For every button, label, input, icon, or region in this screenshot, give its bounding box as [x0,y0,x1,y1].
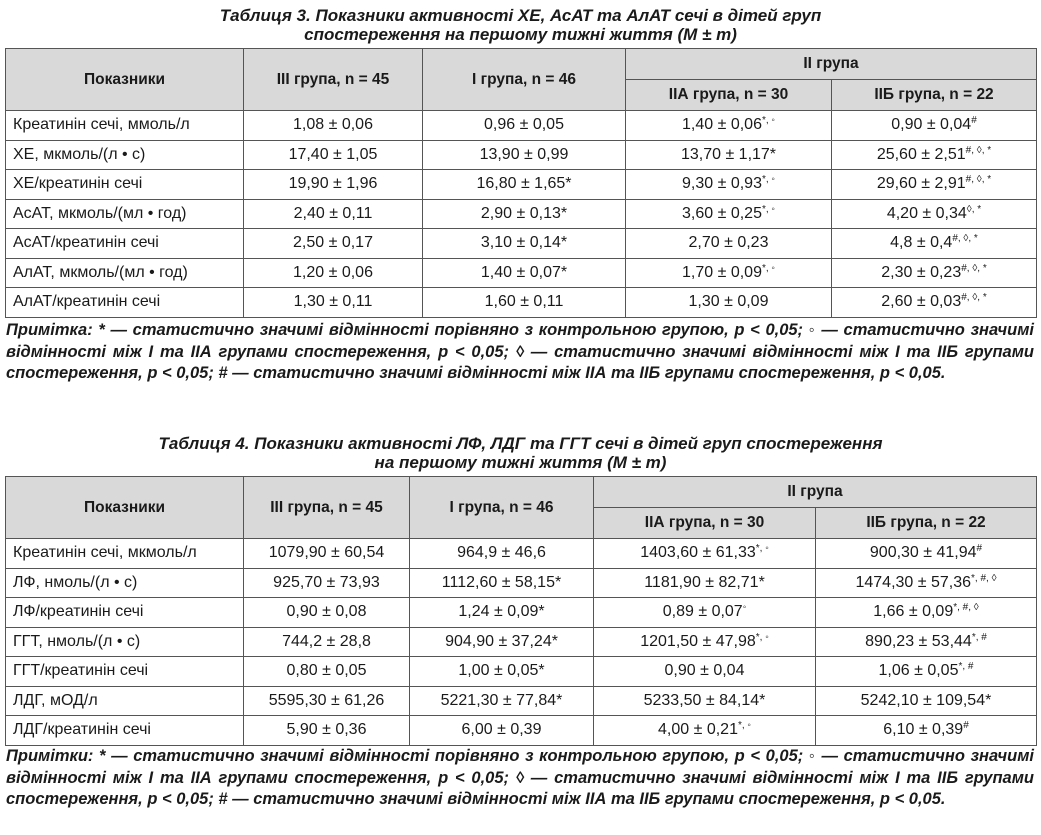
cell-value: 19,90 ± 1,96 [288,175,378,193]
header-group2: ІІ група [626,49,1037,80]
cell-value: 1,60 ± 0,11 [484,293,564,311]
significance-marks: ◦ [742,602,747,614]
significance-marks: # [971,115,977,127]
value-cell [626,111,832,141]
table-row [6,686,1037,716]
cell-value: 890,23 ± 53,44 [865,632,972,650]
value-cell [423,229,626,259]
cell-value: 1079,90 ± 60,54 [268,544,385,562]
value-cell [594,568,816,598]
value-cell [594,627,816,657]
value-cell [626,229,832,259]
value-cell [832,229,1037,259]
significance-marks: *, ◦ [755,631,769,643]
table4-note: Примітки: * — статистично значимі відмінності порівняно з контрольною групою, p < 0,05; ◦ — статистично значимі відмінності між І та ІІА групами спостереження, p < 0,05; ◊ — статистично значимі відмінності між І та ІІБ групами спостереження, p < 0,05; # — статистично значимі відмінності між ІІА та ІІБ групами спостереження, p < 0,05. [6,747,1034,808]
cell-value: 25,60 ± 2,51 [876,145,966,163]
value-cell [816,568,1037,598]
row-label: ХЕ/креатинін сечі [6,170,244,200]
cell-value: 0,89 ± 0,07 [662,603,743,621]
cell-value: 1,00 ± 0,05* [458,662,545,680]
cell-value: 1,66 ± 0,09 [873,603,954,621]
significance-marks: #, ◊, * [965,144,992,156]
cell-value: 1,70 ± 0,09 [682,263,762,281]
row-label: ГГТ/креатинін сечі [6,657,244,687]
row-label: Креатинін сечі, мкмоль/л [6,539,244,569]
table-row [6,111,1037,141]
cell-value: 6,00 ± 0,39 [461,721,542,739]
value-cell [423,140,626,170]
row-label: ХЕ, мкмоль/(л • с) [6,140,244,170]
significance-marks: # [976,543,983,555]
value-cell [410,716,594,746]
cell-value: 0,90 ± 0,08 [286,603,367,621]
value-cell [594,686,816,716]
value-cell [410,598,594,628]
header-group3: ІІІ група, n = 45 [244,49,423,111]
table-row [6,140,1037,170]
table-row [6,627,1037,657]
significance-marks: *, ◦ [761,115,775,127]
value-cell [626,288,832,318]
value-cell [816,657,1037,687]
cell-value: 5,90 ± 0,36 [286,721,367,739]
header-indicators: Показники [6,49,244,111]
value-cell [816,539,1037,569]
cell-value: 1,30 ± 0,11 [293,293,373,311]
row-label: Креатинін сечі, ммоль/л [6,111,244,141]
cell-value: 2,70 ± 0,23 [688,234,769,252]
value-cell [244,627,410,657]
cell-value: 4,8 ± 0,4 [890,234,953,252]
cell-value: 1112,60 ± 58,15* [441,573,562,591]
table4 [5,476,1037,746]
value-cell [832,288,1037,318]
row-label: АсАТ, мкмоль/(мл • год) [6,199,244,229]
significance-marks: *, ◦ [755,543,769,555]
value-cell [816,598,1037,628]
header-group1: І група, n = 46 [423,49,626,111]
cell-value: 4,20 ± 0,34 [886,204,967,222]
value-cell [816,716,1037,746]
header-group2a: ІІА група, n = 30 [626,80,832,111]
cell-value: 904,90 ± 37,24* [445,632,558,650]
value-cell [832,258,1037,288]
cell-value: 13,90 ± 0,99 [479,145,569,163]
row-label: ЛДГ/креатинін сечі [6,716,244,746]
header-indicators: Показники [6,477,244,539]
cell-value: 2,30 ± 0,23 [881,263,962,281]
significance-marks: *, #, ◊ [971,572,997,584]
cell-value: 900,30 ± 41,94 [869,544,977,562]
table3-title-line2: спостереження на першому тижні життя (M ± m) [304,25,737,44]
table-row [6,199,1037,229]
value-cell [244,686,410,716]
value-cell [244,199,423,229]
cell-value: 0,90 ± 0,04 [664,662,745,680]
value-cell [410,627,594,657]
table3-note: Примітка: * — статистично значимі відмінності порівняно з контрольною групою, p < 0,05; ◦ — статистично значимі відмінності між І та ІІА групами спостереження, p < 0,05; ◊ — статистично значимі відмінності між І та ІІБ групами спостереження, p < 0,05; # — статистично значимі відмінності між ІІА та ІІБ групами спостереження, p < 0,05. [6,321,1034,382]
cell-value: 5595,30 ± 61,26 [268,691,385,709]
significance-marks: #, ◊, * [961,292,987,304]
cell-value: 1,40 ± 0,07* [480,263,568,281]
value-cell [410,539,594,569]
cell-value: 1474,30 ± 57,36 [855,573,972,591]
cell-value: 5242,10 ± 109,54* [860,691,992,709]
value-cell [832,111,1037,141]
table-row [6,568,1037,598]
value-cell [832,170,1037,200]
cell-value: 3,60 ± 0,25 [682,204,762,222]
significance-marks: *, #, ◊ [953,602,979,614]
significance-marks: #, ◊, * [961,262,987,274]
header-group3: ІІІ група, n = 45 [244,477,410,539]
table-row [6,716,1037,746]
cell-value: 1,08 ± 0,06 [293,116,373,134]
header-group2b: ІІБ група, n = 22 [832,80,1037,111]
value-cell [423,199,626,229]
cell-value: 29,60 ± 2,91 [876,175,966,193]
cell-value: 0,80 ± 0,05 [286,662,367,680]
header-group2a: ІІА група, n = 30 [594,508,816,539]
value-cell [244,657,410,687]
value-cell [832,140,1037,170]
value-cell [423,288,626,318]
value-cell [244,140,423,170]
row-label: ЛДГ, мОД/л [6,686,244,716]
header-group2: ІІ група [594,477,1037,508]
table4-title [0,434,1041,472]
cell-value: 4,00 ± 0,21 [658,721,738,739]
cell-value: 6,10 ± 0,39 [883,721,964,739]
row-label: АлАТ, мкмоль/(мл • год) [6,258,244,288]
cell-value: 1,24 ± 0,09* [458,603,545,621]
row-label: АлАТ/креатинін сечі [6,288,244,318]
significance-marks: ◊, * [966,203,982,215]
value-cell [244,111,423,141]
table-row [6,657,1037,687]
value-cell [626,199,832,229]
cell-value: 1181,90 ± 82,71* [644,573,765,591]
value-cell [244,258,423,288]
value-cell [244,568,410,598]
significance-marks: *, ◦ [761,262,775,274]
table4-title-line1: Таблиця 4. Показники активності ЛФ, ЛДГ та ГГТ сечі в дітей груп спостереження [158,434,883,453]
cell-value: 2,60 ± 0,03 [881,293,962,311]
value-cell [244,598,410,628]
cell-value: 744,2 ± 28,8 [282,632,371,650]
cell-value: 1,20 ± 0,06 [293,263,373,281]
table3-title [0,6,1041,44]
table3-title-line1: Таблиця 3. Показники активності ХЕ, АсАТ та АлАТ сечі в дітей груп [219,6,822,25]
cell-value: 5233,50 ± 84,14* [643,691,766,709]
value-cell [594,598,816,628]
cell-value: 2,50 ± 0,17 [293,234,373,252]
cell-value: 13,70 ± 1,17* [680,145,777,163]
significance-marks: #, ◊, * [965,174,992,186]
value-cell [423,258,626,288]
significance-marks: *, ◦ [761,174,775,186]
row-label: ГГТ, нмоль/(л • с) [6,627,244,657]
header-group1: І група, n = 46 [410,477,594,539]
significance-marks: # [963,720,969,732]
cell-value: 2,40 ± 0,11 [293,204,373,222]
table-row [6,229,1037,259]
cell-value: 16,80 ± 1,65* [476,175,572,193]
table-row [6,170,1037,200]
cell-value: 3,10 ± 0,14* [480,234,568,252]
value-cell [626,170,832,200]
value-cell [244,288,423,318]
table-row [6,288,1037,318]
value-cell [816,686,1037,716]
value-cell [594,539,816,569]
cell-value: 1,06 ± 0,05 [878,662,959,680]
value-cell [594,716,816,746]
value-cell [626,140,832,170]
cell-value: 17,40 ± 1,05 [288,145,378,163]
row-label: ЛФ/креатинін сечі [6,598,244,628]
cell-value: 1,30 ± 0,09 [688,293,769,311]
row-label: ЛФ, нмоль/(л • с) [6,568,244,598]
value-cell [423,111,626,141]
value-cell [410,686,594,716]
significance-marks: *, # [971,631,987,643]
value-cell [832,199,1037,229]
cell-value: 1201,50 ± 47,98 [640,632,756,650]
significance-marks: #, ◊, * [952,233,978,245]
cell-value: 5221,30 ± 77,84* [440,691,563,709]
value-cell [816,627,1037,657]
cell-value: 0,96 ± 0,05 [484,116,564,134]
value-cell [410,568,594,598]
header-group2b: ІІБ група, n = 22 [816,508,1037,539]
cell-value: 964,9 ± 46,6 [457,544,546,562]
value-cell [244,170,423,200]
table4-title-line2: на першому тижні життя (M ± m) [374,453,667,472]
table-row [6,539,1037,569]
cell-value: 2,90 ± 0,13* [480,204,568,222]
row-label: АсАТ/креатинін сечі [6,229,244,259]
cell-value: 1,40 ± 0,06 [682,116,762,134]
value-cell [244,229,423,259]
cell-value: 0,90 ± 0,04 [891,116,972,134]
value-cell [244,716,410,746]
value-cell [244,539,410,569]
value-cell [423,170,626,200]
value-cell [594,657,816,687]
table-row [6,598,1037,628]
value-cell [626,258,832,288]
table3 [5,48,1037,318]
cell-value: 1403,60 ± 61,33 [640,544,756,562]
cell-value: 9,30 ± 0,93 [682,175,762,193]
significance-marks: *, ◦ [737,720,751,732]
cell-value: 925,70 ± 73,93 [273,573,380,591]
table-row [6,258,1037,288]
value-cell [410,657,594,687]
significance-marks: *, # [958,661,974,673]
significance-marks: *, ◦ [761,203,775,215]
